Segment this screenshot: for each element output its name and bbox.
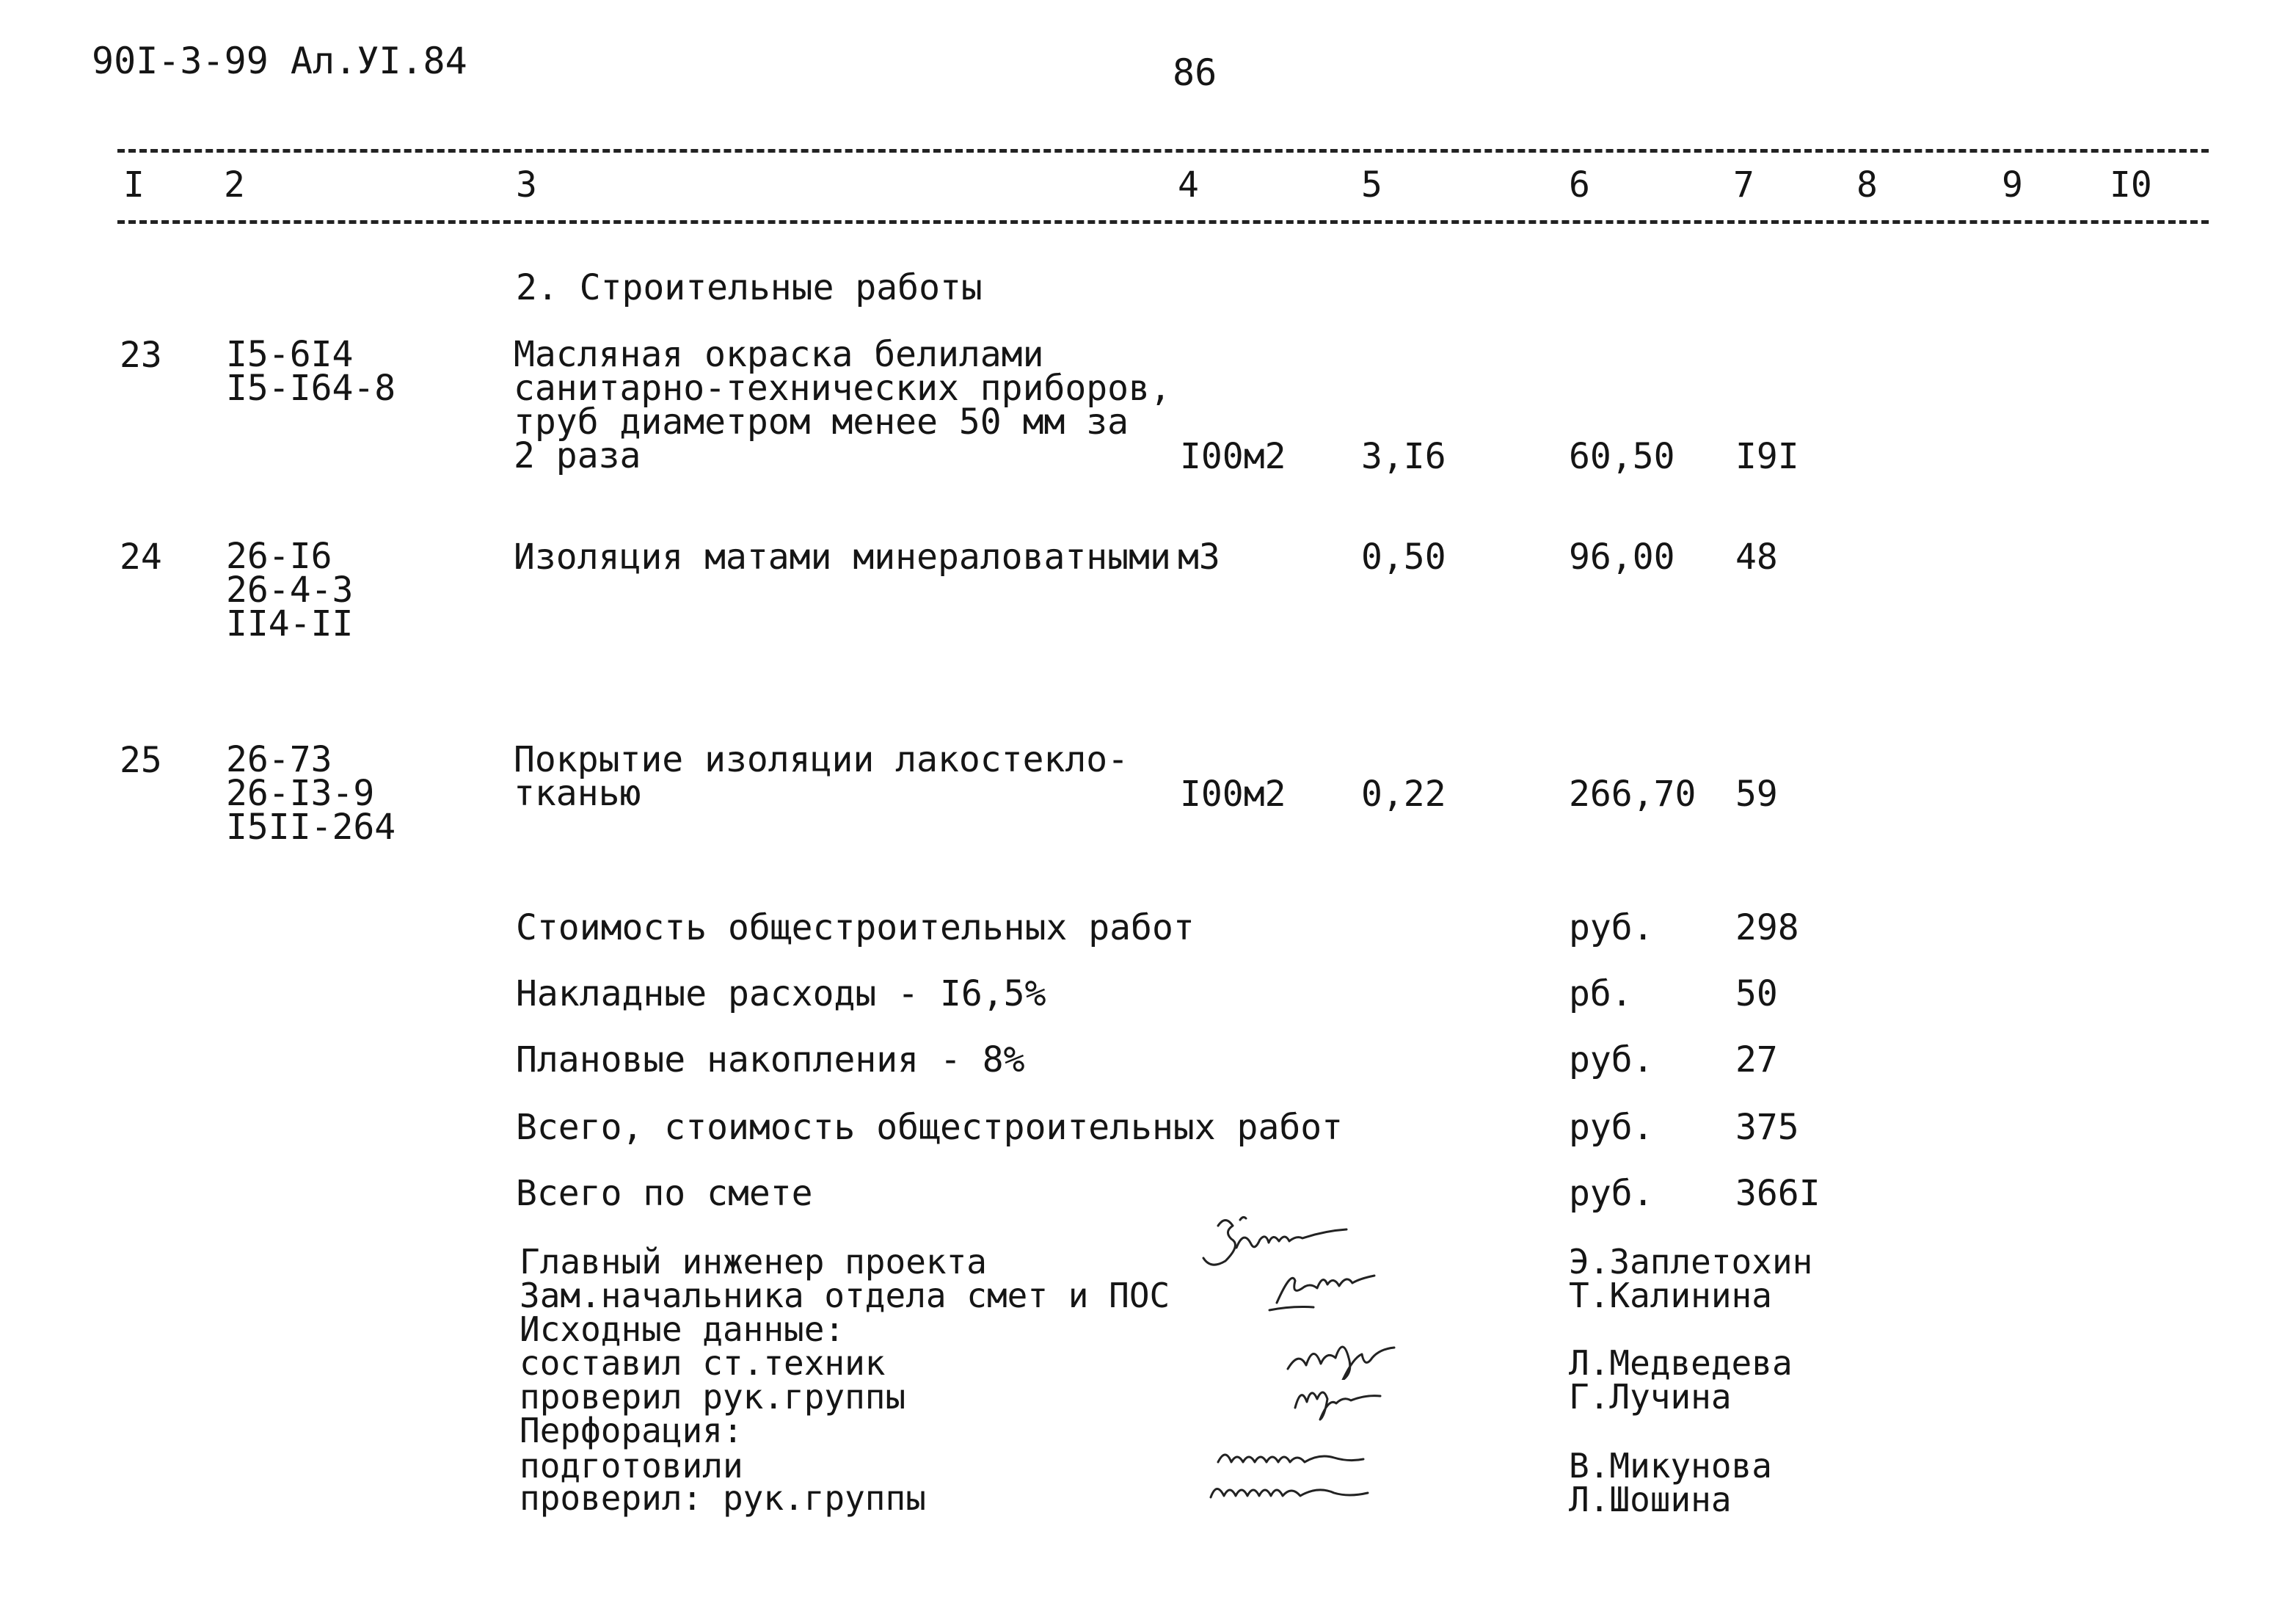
prepared-name: В.Микунова	[1569, 1446, 1772, 1486]
signature-checked2	[1203, 1474, 1402, 1511]
row-unit: м3	[1178, 537, 1220, 578]
row-quantity: 0,22	[1361, 774, 1446, 815]
document-code: 90I-3-99 Ал.УI.84	[92, 40, 467, 82]
summary-label: Накладные расходы - I6,5%	[516, 973, 1046, 1014]
compiled-label: составил ст.техник	[520, 1343, 886, 1383]
row-codes: I5-6I4 I5-I64-8	[226, 334, 396, 409]
column-header-5: 5	[1361, 164, 1382, 206]
summary-value: 375	[1735, 1107, 1799, 1148]
summary-value: 50	[1735, 973, 1778, 1014]
column-header-1: I	[123, 164, 145, 206]
column-header-6: 6	[1569, 164, 1590, 206]
summary-unit: руб.	[1569, 1107, 1654, 1148]
perforation-label: Перфорация:	[520, 1411, 743, 1450]
row-quantity: 0,50	[1361, 537, 1446, 578]
prepared-label: подготовили	[520, 1446, 743, 1486]
summary-label: Стоимость общестроительных работ	[516, 907, 1195, 948]
summary-unit: руб.	[1569, 907, 1654, 948]
row-quantity: 3,I6	[1361, 436, 1446, 477]
deputy-name: Т.Калинина	[1569, 1276, 1772, 1315]
signature-prepared	[1211, 1440, 1402, 1477]
row-unit: I00м2	[1180, 436, 1286, 477]
column-header-9: 9	[2002, 164, 2023, 206]
row-total: I9I	[1735, 436, 1799, 477]
row-description: Покрытие изоляции лакостекло- тканью	[514, 739, 1129, 814]
checked2-label: проверил: рук.группы	[520, 1478, 926, 1518]
row-unit: I00м2	[1180, 774, 1286, 815]
column-header-2: 2	[224, 164, 245, 206]
compiled-name: Л.Медведева	[1569, 1343, 1793, 1383]
column-header-7: 7	[1733, 164, 1754, 206]
section-title: 2. Строительные работы	[516, 267, 983, 308]
summary-label: Всего, стоимость общестроительных работ	[516, 1107, 1344, 1148]
row-number: 24	[120, 537, 162, 578]
row-price: 266,70	[1569, 774, 1697, 815]
row-description: Изоляция матами минераловатными	[514, 537, 1171, 578]
checked-label: проверил рук.группы	[520, 1377, 906, 1417]
checked-name: Г.Лучина	[1569, 1377, 1732, 1417]
summary-unit: руб.	[1569, 1039, 1654, 1080]
row-number: 23	[120, 335, 162, 376]
summary-value: 366I	[1735, 1173, 1821, 1214]
summary-unit: рб.	[1569, 973, 1633, 1014]
checked2-name: Л.Шошина	[1569, 1480, 1732, 1519]
column-header-4: 4	[1178, 164, 1199, 206]
summary-label: Плановые накопления - 8%	[516, 1039, 1025, 1080]
row-description: Масляная окраска белилами санитарно-технических приборов, труб диаметром менее 50 мм за 2 раза	[514, 334, 1171, 476]
chief-engineer-label: Главный инженер проекта	[520, 1242, 987, 1282]
row-codes: 26-I6 26-4-3 II4-II	[226, 536, 354, 644]
row-total: 59	[1735, 774, 1778, 815]
summary-label: Всего по смете	[516, 1173, 813, 1214]
deputy-label: Зам.начальника отдела смет и ПОС	[520, 1276, 1170, 1315]
signature-checked	[1280, 1371, 1427, 1422]
row-price: 96,00	[1569, 537, 1675, 578]
signature-deputy	[1262, 1266, 1409, 1317]
row-codes: 26-73 26-I3-9 I5II-264	[226, 739, 396, 848]
column-header-8: 8	[1856, 164, 1878, 206]
column-header-3: 3	[516, 164, 537, 206]
row-price: 60,50	[1569, 436, 1675, 477]
header-top-rule	[117, 149, 2209, 153]
summary-value: 298	[1735, 907, 1799, 948]
summary-value: 27	[1735, 1039, 1778, 1080]
column-header-10: I0	[2110, 164, 2152, 206]
row-total: 48	[1735, 537, 1778, 578]
summary-unit: руб.	[1569, 1173, 1654, 1214]
row-number: 25	[120, 740, 162, 781]
chief-engineer-name: Э.Заплетохин	[1569, 1242, 1813, 1282]
header-bottom-rule	[117, 220, 2209, 224]
source-data-label: Исходные данные:	[520, 1309, 845, 1349]
page-number: 86	[1173, 51, 1217, 94]
